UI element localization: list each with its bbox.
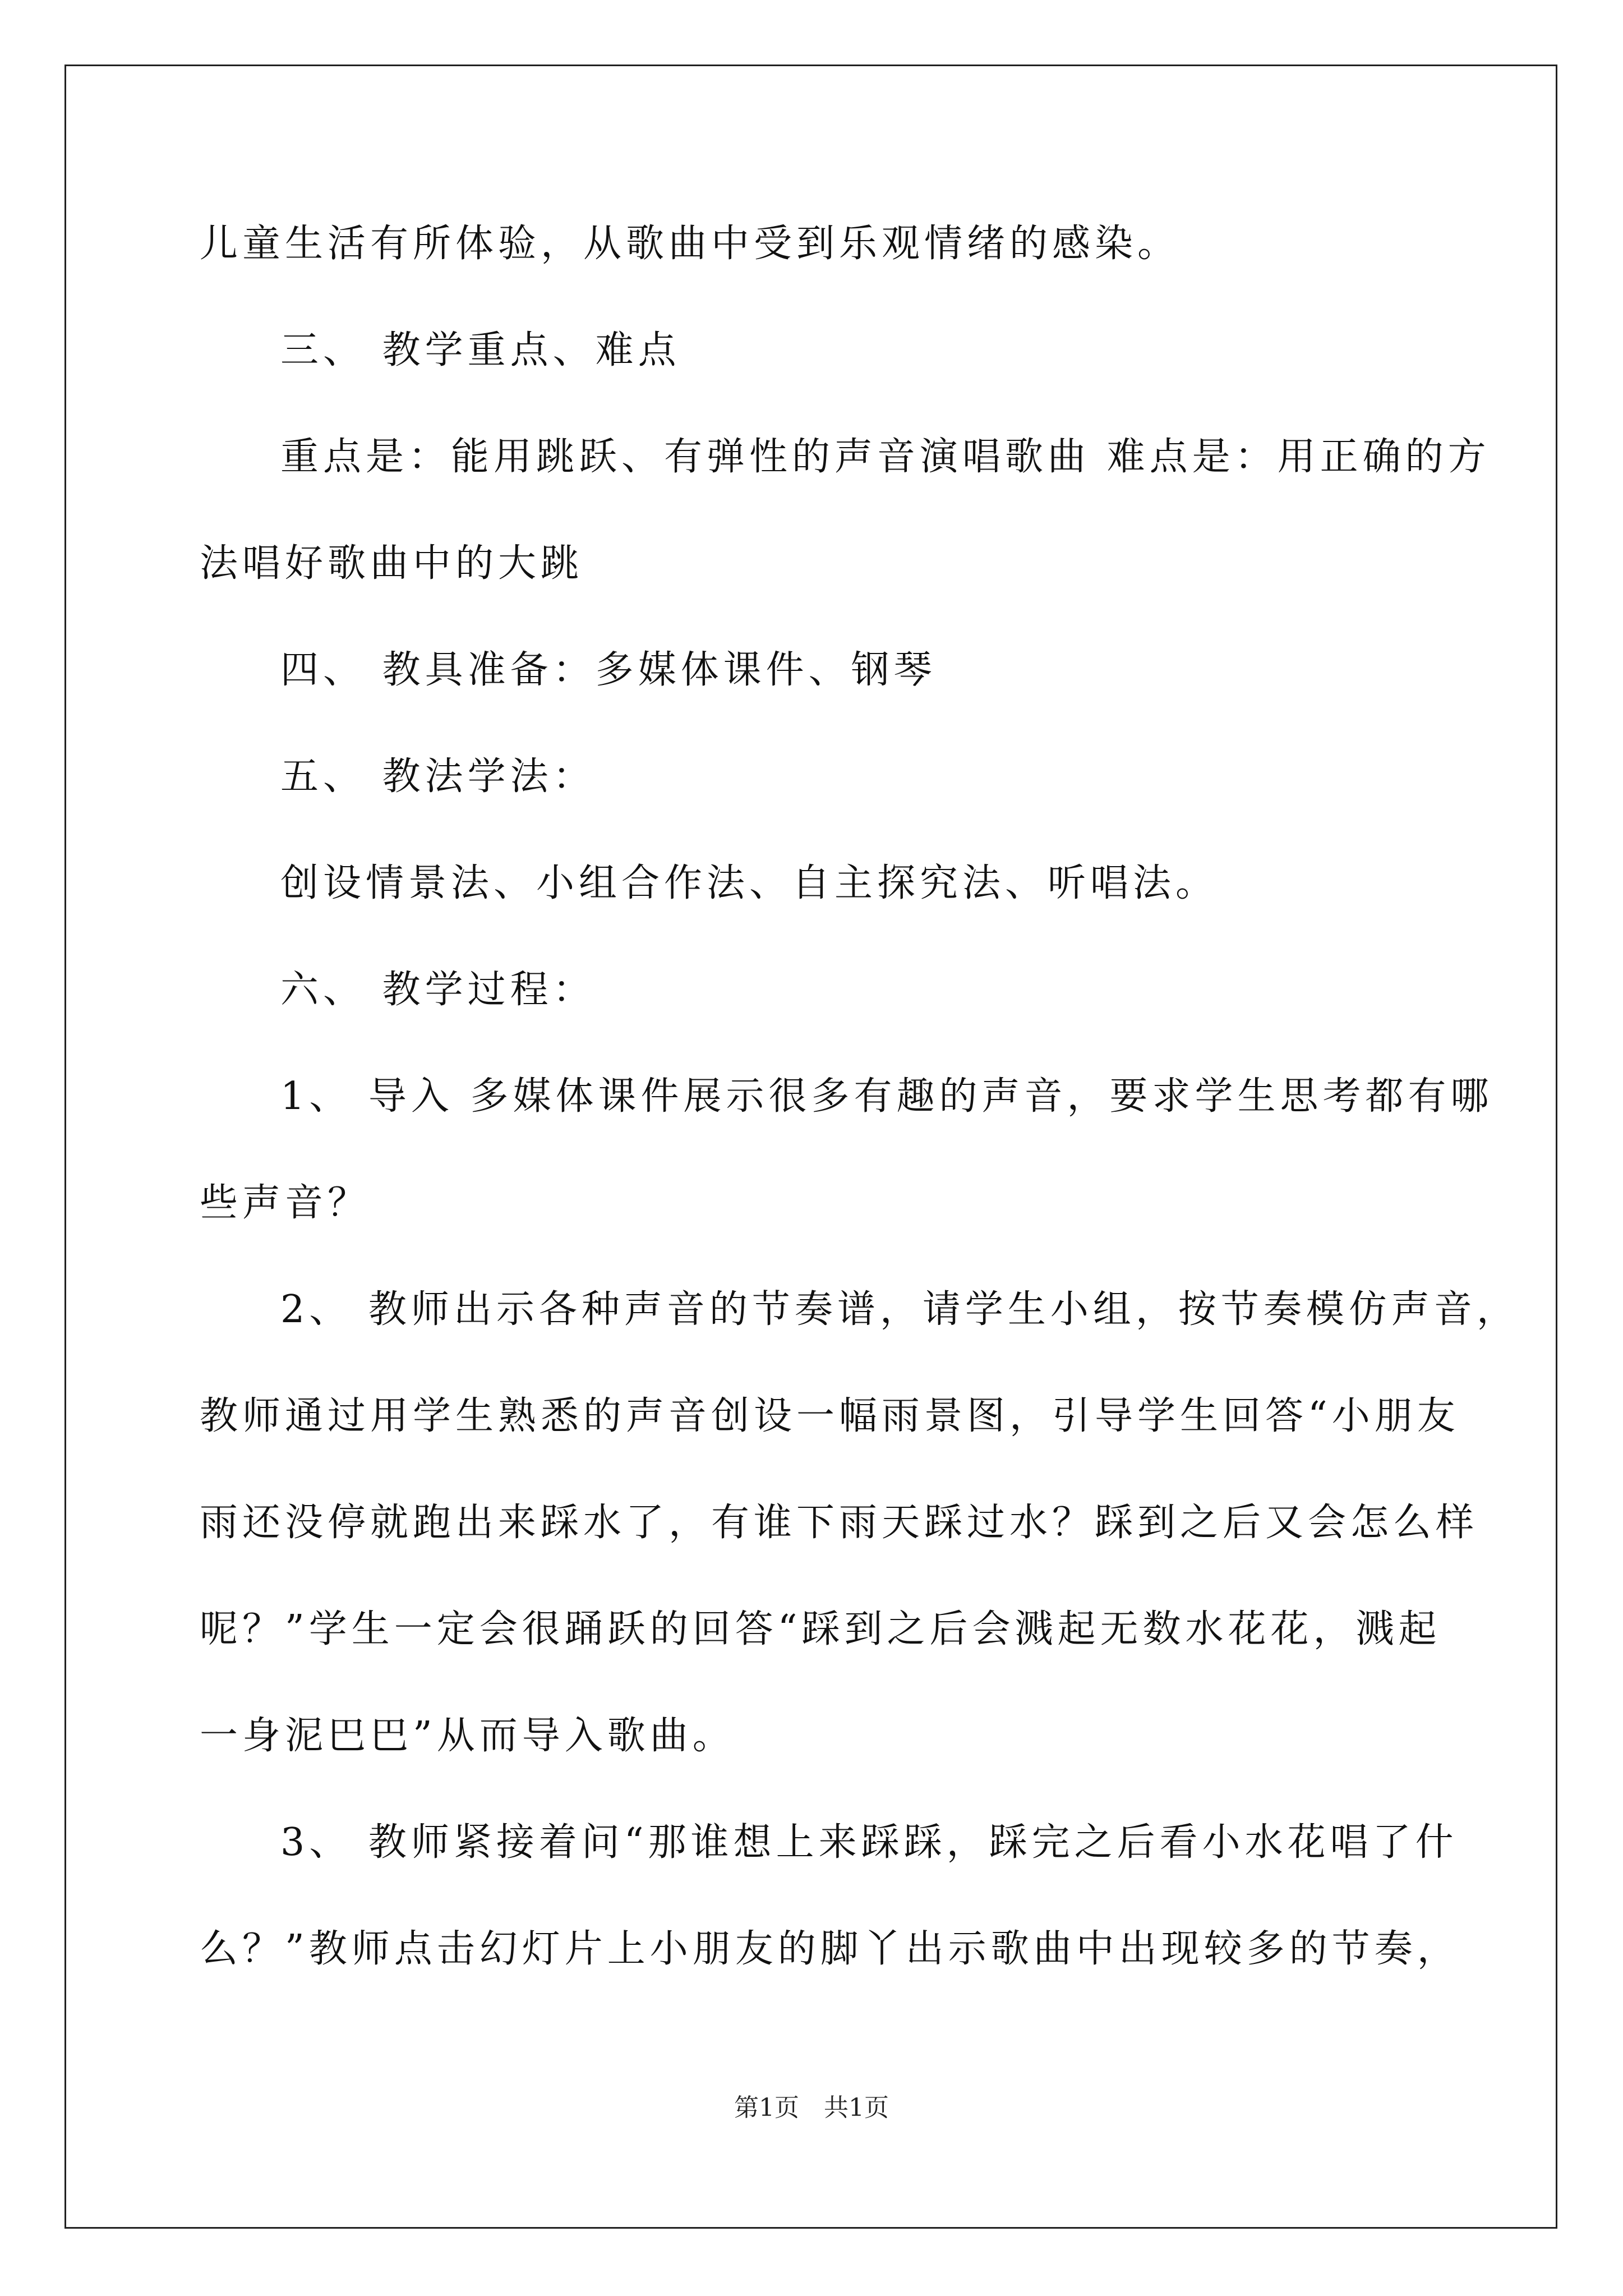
text-line: 么？”教师点击幻灯片上小朋友的脚丫出示歌曲中出现较多的节奏， bbox=[200, 1927, 1460, 1971]
section-heading: 五、 教法学法： bbox=[280, 754, 596, 799]
text-line: 一身泥巴巴”从而导入歌曲。 bbox=[200, 1714, 735, 1758]
text-line: 3、 教师紧接着问“那谁想上来踩踩，踩完之后看小水花唱了什 bbox=[280, 1820, 1458, 1865]
page-border bbox=[64, 65, 1557, 2229]
text-line: 儿童生活有所体验，从歌曲中受到乐观情绪的感染。 bbox=[200, 222, 1181, 266]
section-heading: 四、 教具准备：多媒体课件、钢琴 bbox=[280, 648, 937, 692]
section-heading: 六、 教学过程： bbox=[280, 968, 596, 1012]
text-line: 创设情景法、小组合作法、自主探究法、听唱法。 bbox=[280, 861, 1219, 905]
text-line: 些声音？ bbox=[200, 1181, 371, 1225]
text-line: 雨还没停就跑出来踩水了，有谁下雨天踩过水？踩到之后又会怎么样 bbox=[200, 1501, 1479, 1545]
text-line: 重点是：能用跳跃、有弹性的声音演唱歌曲 难点是：用正确的方 bbox=[280, 435, 1491, 479]
text-line: 1、 导入 多媒体课件展示很多有趣的声音，要求学生思考都有哪 bbox=[280, 1074, 1493, 1119]
text-line: 呢？”学生一定会很踊跃的回答“踩到之后会溅起无数水花花，溅起 bbox=[200, 1607, 1441, 1651]
text-line: 2、 教师出示各种声音的节奏谱，请学生小组，按节奏模仿声音， bbox=[280, 1287, 1519, 1332]
page-footer: 第1页 共1页 bbox=[734, 2093, 889, 2122]
text-line: 法唱好歌曲中的大跳 bbox=[200, 541, 584, 586]
text-line: 教师通过用学生熟悉的声音创设一幅雨景图，引导学生回答“小朋友 bbox=[200, 1394, 1460, 1438]
section-heading: 三、 教学重点、难点 bbox=[280, 328, 681, 372]
